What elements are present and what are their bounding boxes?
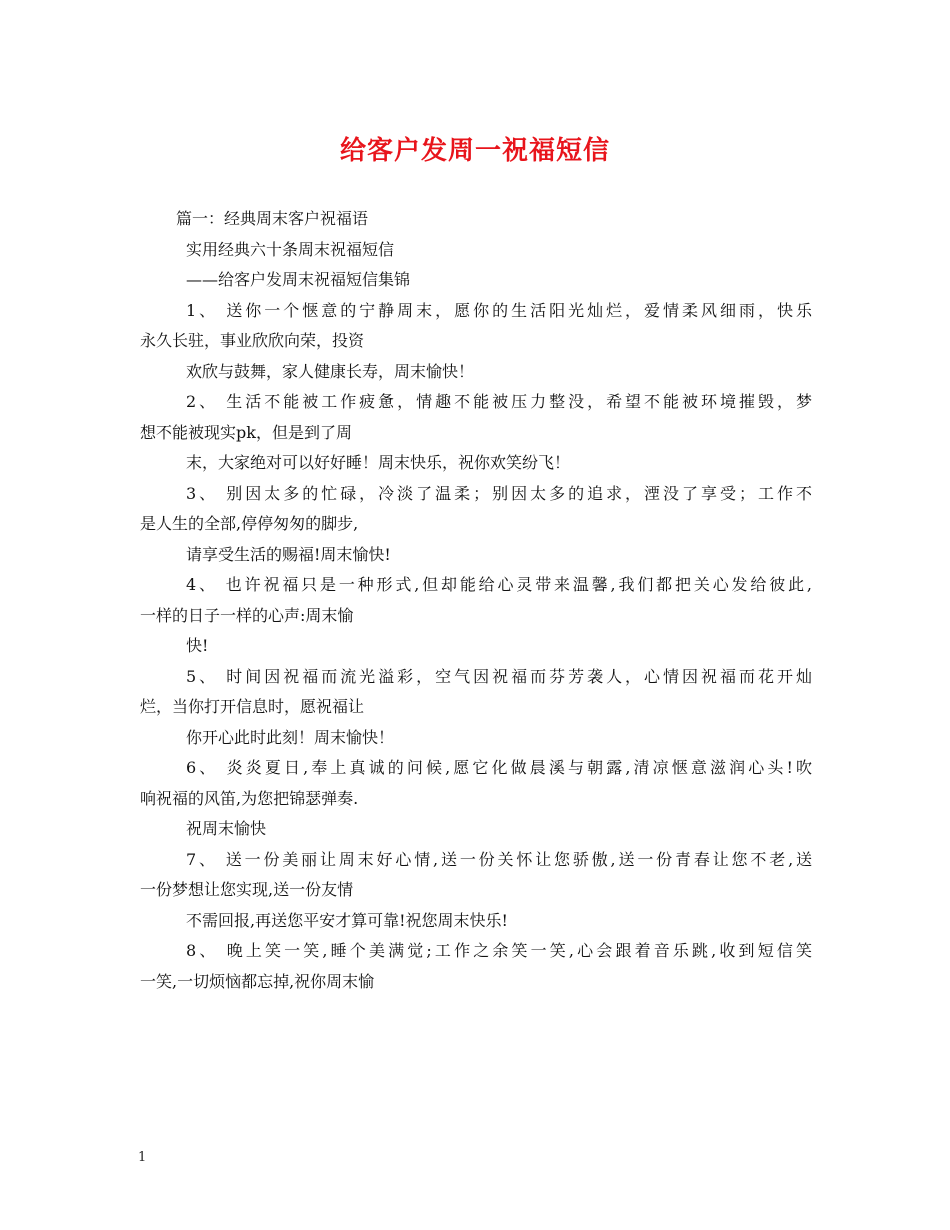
paragraph-line: 末，大家绝对可以好好睡！周末快乐，祝你欢笑纷飞！	[186, 453, 571, 472]
paragraph-line: 烂，当你打开信息时，愿祝福让	[140, 697, 365, 716]
paragraph-line: 请享受生活的赐福!周末愉快!	[186, 544, 391, 564]
paragraph-line: 7、 送一份美丽让周末好心情,送一份关怀让您骄傲,送一份青春让您不老,送	[186, 849, 812, 869]
paragraph-line: 一样的日子一样的心声:周末愉	[140, 605, 354, 625]
paragraph-line: 永久长驻，事业欣欣向荣，投资	[140, 331, 365, 350]
subtitle-line: ——给客户发周末祝福短信集锦	[186, 270, 411, 289]
paragraph-line: 响祝福的风笛,为您把锦瑟弹奏.	[140, 788, 359, 808]
paragraph-line: 4、 也许祝福只是一种形式,但却能给心灵带来温馨,我们都把关心发给彼此,	[186, 575, 812, 594]
page-number: 1	[138, 1150, 147, 1165]
paragraph-line: 你开心此时此刻！周末愉快！	[186, 727, 395, 747]
paragraph-line: 是人生的全部,停停匆匆的脚步,	[140, 514, 359, 533]
subtitle-line: 实用经典六十条周末祝福短信	[186, 239, 395, 259]
paragraph-line: 8、 晚上笑一笑,睡个美满觉;工作之余笑一笑,心会跟着音乐跳,收到短信笑	[186, 941, 812, 960]
paragraph-line: 不需回报,再送您平安才算可靠!祝您周末快乐!	[186, 910, 508, 930]
paragraph-line: 3、 别因太多的忙碌，冷淡了温柔；别因太多的追求，湮没了享受；工作不	[186, 483, 812, 503]
paragraph-line: 一笑,一切烦恼都忘掉,祝你周末愉	[140, 971, 375, 991]
paragraph-line: 快!	[186, 636, 209, 655]
document-title: 给客户发周一祝福短信	[339, 136, 610, 166]
paragraph-line: 2、 生活不能被工作疲惫，情趣不能被压力整没，希望不能被环境摧毁，梦	[186, 392, 812, 411]
paragraph-line: 想不能被现实pk，但是到了周	[140, 422, 352, 442]
paragraph-line: 5、 时间因祝福而流光溢彩，空气因祝福而芬芳袭人，心情因祝福而花开灿	[186, 666, 812, 686]
paragraph-line: 一份梦想让您实现,送一份友情	[140, 880, 354, 899]
section-heading: 篇一：经典周末客户祝福语	[176, 209, 369, 228]
paragraph-line: 欢欣与鼓舞，家人健康长寿，周末愉快！	[186, 361, 475, 381]
paragraph-line: 1、 送你一个惬意的宁静周末，愿你的生活阳光灿烂，爱情柔风细雨，快乐	[186, 300, 812, 320]
paragraph-line: 6、 炎炎夏日,奉上真诚的问候,愿它化做晨溪与朝露,清凉惬意滋润心头!吹	[186, 758, 812, 777]
paragraph-line: 祝周末愉快	[186, 819, 267, 838]
document-body	[140, 204, 812, 997]
